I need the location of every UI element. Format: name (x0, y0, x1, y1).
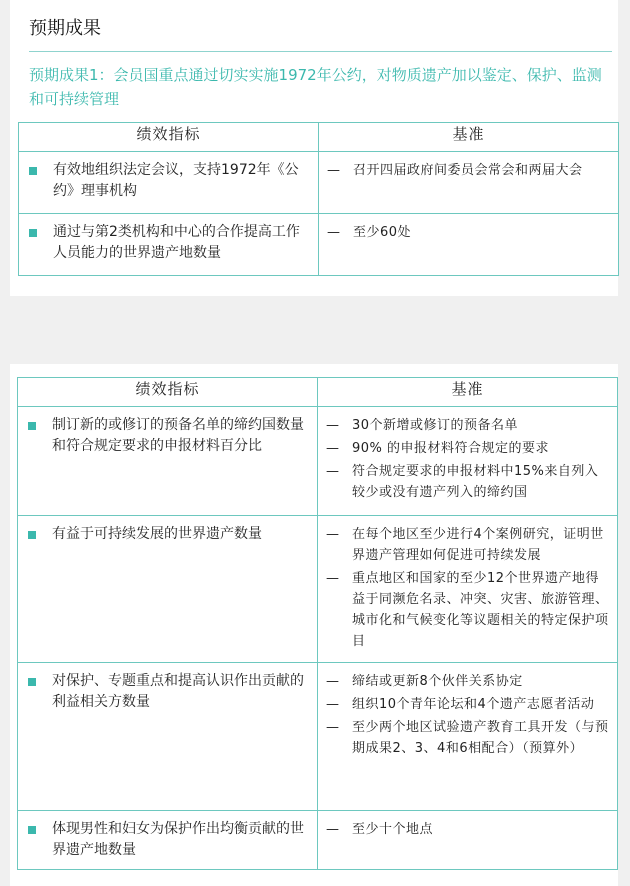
benchmark-text: 30个新增或修订的预备名单 (352, 418, 519, 433)
benchmark-text: 组织10个青年论坛和4个遗产志愿者活动 (352, 697, 595, 712)
benchmark-text: 重点地区和国家的至少12个世界遗产地得益于同濒危名录、冲突、灾害、旅游管理、城市化和气候变化等议题相关的特定保护项目 (352, 571, 609, 649)
benchmark-cell (318, 811, 617, 850)
table-row (19, 214, 619, 276)
indicator-cell (19, 214, 318, 272)
dash-marker: — (327, 225, 341, 240)
bullet-square-icon (28, 826, 36, 834)
benchmark-item (326, 717, 609, 759)
table-row (19, 152, 619, 214)
table-header-row (18, 378, 618, 407)
benchmark-item (327, 160, 610, 181)
table-row (18, 407, 618, 516)
dash-marker: — (326, 441, 340, 456)
dash-marker: — (326, 571, 340, 586)
benchmark-item (326, 568, 609, 652)
benchmark-text: 至少十个地点 (352, 822, 434, 837)
section-heading: 预期成果 (29, 18, 101, 39)
benchmark-item (326, 415, 609, 436)
benchmark-cell (319, 214, 618, 253)
table-row (18, 811, 618, 870)
indicator-table-2 (17, 377, 618, 870)
dash-marker: — (326, 720, 340, 735)
bullet-square-icon (28, 531, 36, 539)
benchmark-text: 至少60处 (353, 225, 412, 240)
indicator-cell (18, 516, 317, 553)
indicator-cell (18, 811, 317, 869)
dash-marker: — (326, 464, 340, 479)
panel-expected-outcome-1 (10, 0, 618, 296)
column-header-benchmark: 基准 (319, 123, 619, 152)
dash-marker: — (326, 674, 340, 689)
benchmark-text: 90% 的申报材料符合规定的要求 (352, 441, 550, 456)
dash-marker: — (327, 163, 341, 178)
indicator-text: 制订新的或修订的预备名单的缔约国数量和符合规定要求的申报材料百分比 (52, 417, 304, 454)
table-row (18, 516, 618, 663)
indicator-cell (18, 407, 317, 465)
benchmark-item (326, 524, 609, 566)
bullet-square-icon (29, 229, 37, 237)
benchmark-item (327, 222, 610, 243)
benchmark-cell (318, 663, 617, 769)
indicator-text: 对保护、专题重点和提高认识作出贡献的利益相关方数量 (52, 673, 304, 710)
benchmark-item (326, 819, 609, 840)
indicator-cell (19, 152, 318, 210)
benchmark-cell (319, 152, 618, 191)
column-header-benchmark: 基准 (318, 378, 618, 407)
benchmark-text: 在每个地区至少进行4个案例研究，证明世界遗产管理如何促进可持续发展 (352, 527, 604, 563)
bullet-square-icon (28, 678, 36, 686)
benchmark-item (326, 461, 609, 503)
panel-indicator-table-2 (10, 364, 618, 886)
indicator-text: 体现男性和妇女为保护作出均衡贡献的世界遗产地数量 (52, 821, 304, 858)
benchmark-cell (318, 516, 617, 662)
expected-outcome-title: 预期成果1：会员国重点通过切实实施1972年公约，对物质遗产加以鉴定、保护、监测和可持续管理 (29, 66, 602, 108)
indicator-text: 有效地组织法定会议，支持1972年《公约》理事机构 (53, 162, 299, 199)
dash-marker: — (326, 418, 340, 433)
dash-marker: — (326, 697, 340, 712)
indicator-table-1 (18, 122, 619, 276)
indicator-text: 通过与第2类机构和中心的合作提高工作人员能力的世界遗产地数量 (53, 224, 300, 261)
benchmark-text: 至少两个地区试验遗产教育工具开发（与预期成果2、3、4和6相配合）（预算外） (352, 720, 609, 756)
dash-marker: — (326, 822, 340, 837)
table-row (18, 663, 618, 811)
benchmark-item (326, 438, 609, 459)
benchmark-item (326, 671, 609, 692)
column-header-indicator: 绩效指标 (19, 123, 319, 152)
heading-divider (29, 51, 612, 52)
benchmark-cell (318, 407, 617, 513)
benchmark-text: 召开四届政府间委员会常会和两届大会 (353, 163, 583, 178)
benchmark-item (326, 694, 609, 715)
bullet-square-icon (29, 167, 37, 175)
indicator-text: 有益于可持续发展的世界遗产数量 (52, 526, 262, 542)
benchmark-text: 符合规定要求的申报材料中15%来自列入较少或没有遗产列入的缔约国 (352, 464, 599, 500)
column-header-indicator: 绩效指标 (18, 378, 318, 407)
table-header-row (19, 123, 619, 152)
dash-marker: — (326, 527, 340, 542)
indicator-cell (18, 663, 317, 721)
bullet-square-icon (28, 422, 36, 430)
benchmark-text: 缔结或更新8个伙伴关系协定 (352, 674, 523, 689)
